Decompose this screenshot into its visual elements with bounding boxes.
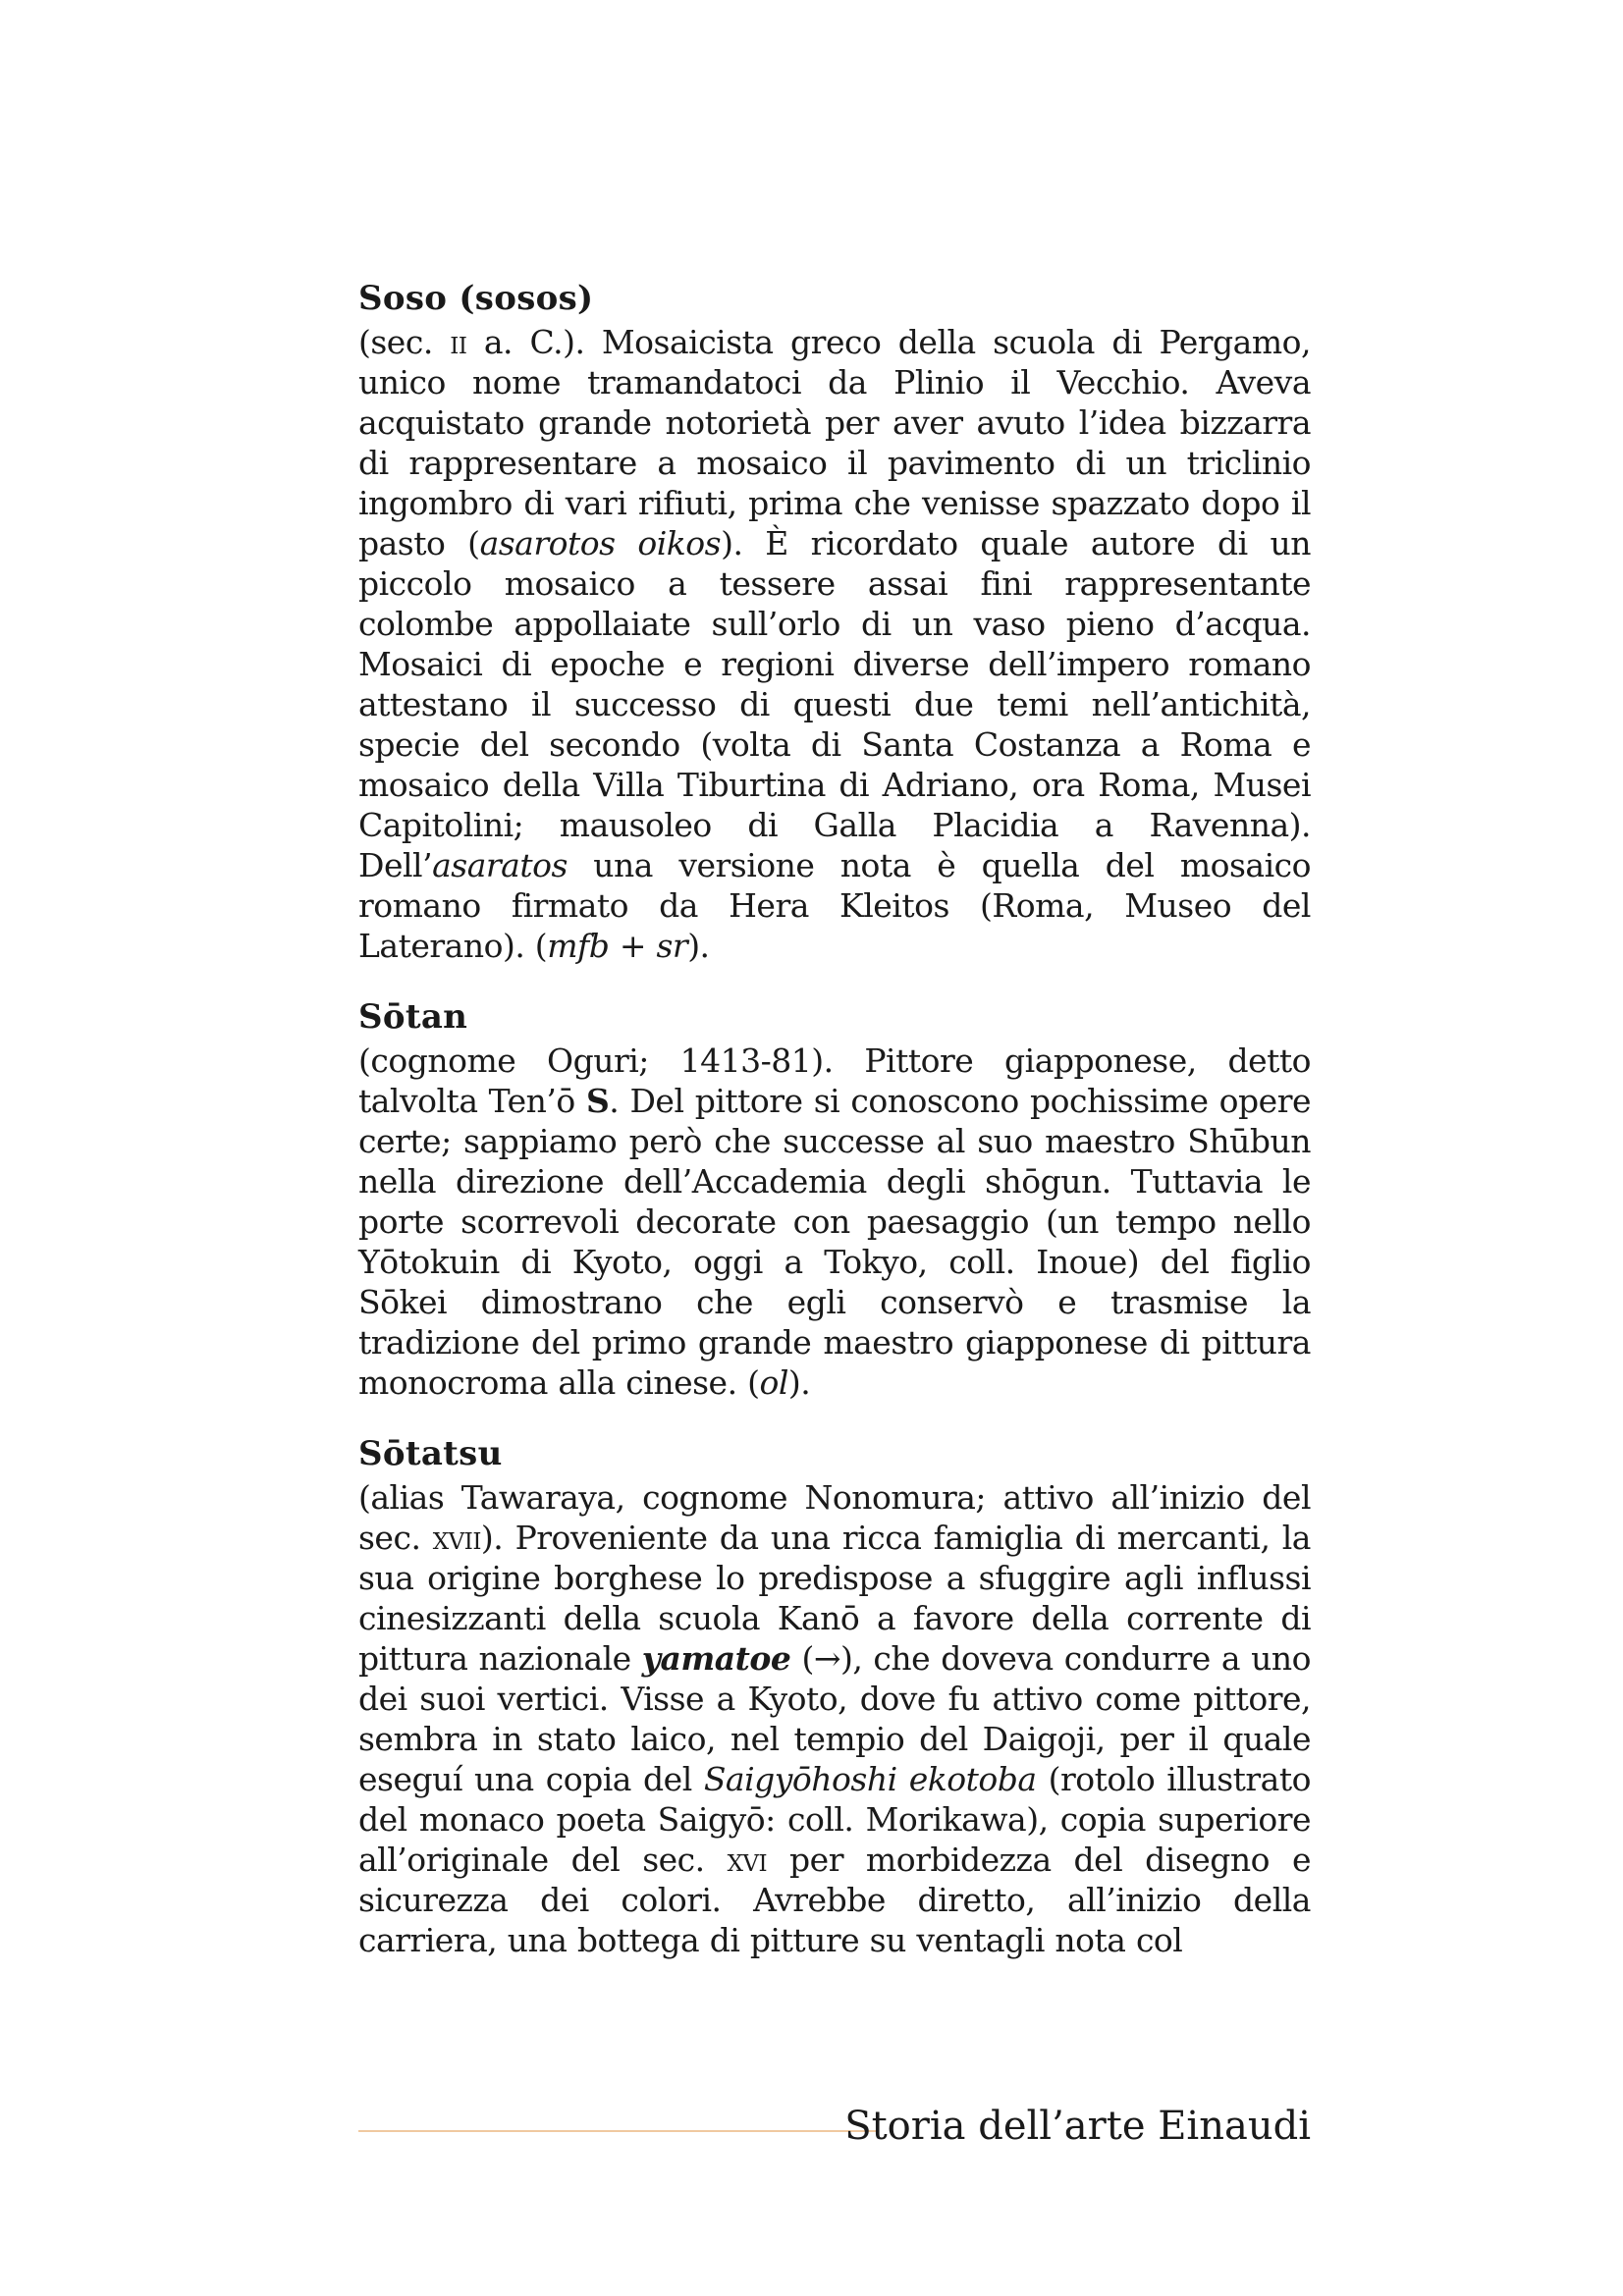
italic-text: ol (759, 1363, 788, 1402)
small-caps-text: xvi (727, 1841, 768, 1879)
entry-title: Sōtan (358, 997, 468, 1037)
small-caps-text: ii (450, 323, 467, 361)
italic-text: asaratos (432, 846, 568, 884)
entry-sotatsu (358, 1432, 1311, 1960)
italic-text: yamatoe (641, 1639, 791, 1678)
italic-text: asarotos oikos (479, 524, 722, 562)
italic-text: sr (656, 927, 688, 965)
entry-title: Soso (sosos) (358, 279, 594, 318)
entry-body: (sec. ii a. C.). Mosaicista greco della scuola di Pergamo, unico nome tramandatoci da Plinio il Vecchio. Aveva acquistato grande notorietà per aver avuto l’idea bizzarra di rappresentare a mosaico il pavimento di un triclinio ingombro di vari rifiuti, prima che venisse spazzato dopo il pasto (asarotos oikos). È ricordato quale autore di un piccolo mosaico a tessere assai fini rappresentante colombe appollaiate sull’orlo di un vaso pieno d’acqua. Mosaici di epoche e regioni diverse dell’impero romano attestano il successo di questi due temi nell’antichità, specie del secondo (volta di Santa Costanza a Roma e mosaico della Villa Tiburtina di Adriano, ora Roma, Musei Capitolini; mausoleo di Galla Placidia a Ravenna). Dell’asaratos una versione nota è quella del mosaico romano firmato da Hera Kleitos (Roma, Museo del Laterano). (mfb + sr). (358, 323, 1311, 965)
footer-title: Storia dell’arte Einaudi (844, 2104, 1311, 2149)
entry-sotan (358, 995, 1311, 1403)
entry-title: Sōtatsu (358, 1434, 503, 1473)
entry-body: (cognome Oguri; 1413-81). Pittore giapponese, detto talvolta Ten’ō S. Del pittore si conoscono pochissime opere certe; sappiamo però che successe al suo maestro Shūbun nella direzione dell’Accademia degli shōgun. Tuttavia le porte scorrevoli decorate con paesaggio (un tempo nello Yōtokuin di Kyoto, oggi a Tokyo, coll. Inoue) del figlio Sōkei dimostrano che egli conservò e trasmise la tradizione del primo grande maestro giapponese di pittura monocroma alla cinese. (ol). (358, 1041, 1312, 1402)
page-content (358, 277, 1311, 1990)
small-caps-text: xvii (432, 1519, 481, 1557)
italic-text: Saigyōhoshi ekotoba (703, 1760, 1037, 1798)
bold-text: S (585, 1082, 610, 1120)
footer-rule (358, 2130, 877, 2132)
italic-text: mfb (547, 927, 610, 965)
entry-body: (alias Tawaraya, cognome Nonomura; attivo all’inizio del sec. xvii). Proveniente da una ricca famiglia di mercanti, la sua origine borghese lo predispose a sfuggire agli influssi cinesizzanti della scuola Kanō a favore della corrente di pittura nazionale yamatoe (→), che doveva condurre a uno dei suoi vertici. Visse a Kyoto, dove fu attivo come pittore, sembra in stato laico, nel tempio del Daigoji, per il quale eseguí una copia del Saigyōhoshi ekotoba (rotolo illustrato del monaco poeta Saigyō: coll. Morikawa), copia superiore all’originale del sec. xvi per morbidezza del disegno e sicurezza dei colori. Avrebbe diretto, all’inizio della carriera, una bottega di pitture su ventagli nota col (358, 1478, 1311, 1959)
page-footer (358, 2097, 1311, 2156)
entry-soso (358, 277, 1311, 966)
